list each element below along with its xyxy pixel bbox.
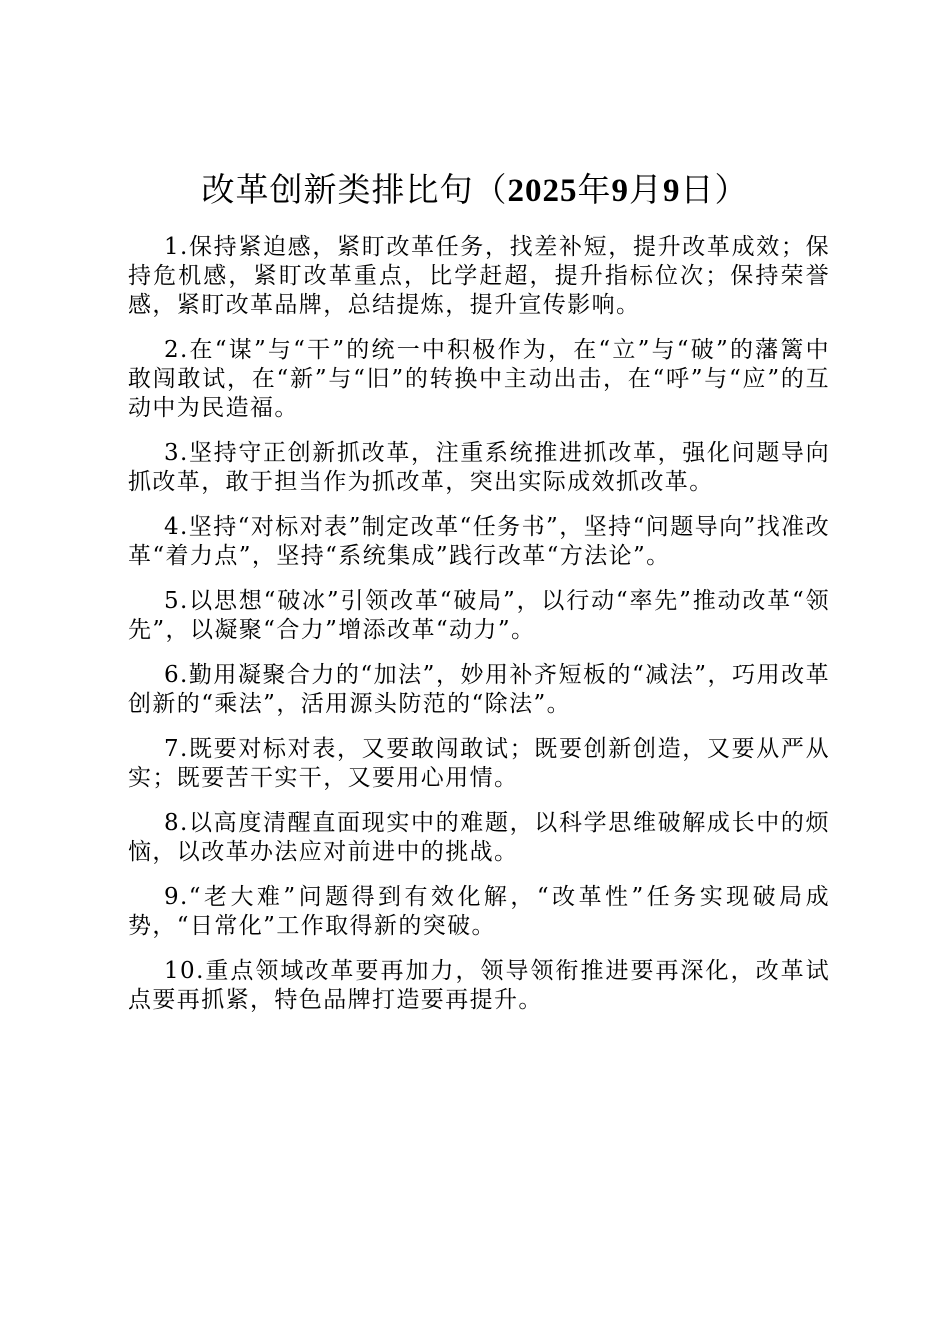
paragraph-4: 4.坚持“对标对表”制定改革“任务书”，坚持“问题导向”找准改革“着力点”，坚持“系统集成”践行改革“方法论”。 — [128, 514, 830, 569]
paragraph-3: 3.坚持守正创新抓改革，注重系统推进抓改革，强化问题导向抓改革，敢于担当作为抓改革，突出实际成效抓改革。 — [128, 440, 830, 495]
paragraph-5: 5.以思想“破冰”引领改革“破局”，以行动“率先”推动改革“领先”，以凝聚“合力”增添改革“动力”。 — [128, 588, 830, 643]
title-day-suffix: 日） — [680, 170, 749, 209]
paragraph-8: 8.以高度清醒直面现实中的难题，以科学思维破解成长中的烦恼，以改革办法应对前进中的挑战。 — [128, 810, 830, 865]
title-month-suffix: 月 — [629, 170, 663, 209]
page-title — [0, 166, 950, 215]
paragraph-1: 1.保持紧迫感，紧盯改革任务，找差补短，提升改革成效；保持危机感，紧盯改革重点，比学赶超，提升指标位次；保持荣誉感，紧盯改革品牌，总结提炼，提升宣传影响。 — [128, 234, 830, 318]
title-month: 9 — [611, 173, 629, 209]
paragraph-7: 7.既要对标对表，又要敢闯敢试；既要创新创造，又要从严从实；既要苦干实干，又要用心用情。 — [128, 736, 830, 791]
title-day: 9 — [663, 173, 681, 209]
paragraph-2: 2.在“谋”与“干”的统一中积极作为，在“立”与“破”的藩篱中敢闯敢试，在“新”与“旧”的转换中主动出击，在“呼”与“应”的互动中为民造福。 — [128, 337, 830, 421]
title-year: 2025 — [507, 173, 578, 209]
paragraph-9: 9.“老大难”问题得到有效化解，“改革性”任务实现破局成势，“日常化”工作取得新的突破。 — [128, 884, 830, 939]
paragraph-6: 6.勤用凝聚合力的“加法”，妙用补齐短板的“减法”，巧用改革创新的“乘法”，活用源头防范的“除法”。 — [128, 662, 830, 717]
title-prefix: 改革创新类排比句（ — [201, 170, 508, 209]
document-body — [128, 233, 830, 1031]
title-year-suffix: 年 — [577, 170, 612, 209]
paragraph-10: 10.重点领域改革要再加力，领导领衔推进要再深化，改革试点要再抓紧，特色品牌打造要再提升。 — [128, 958, 830, 1013]
